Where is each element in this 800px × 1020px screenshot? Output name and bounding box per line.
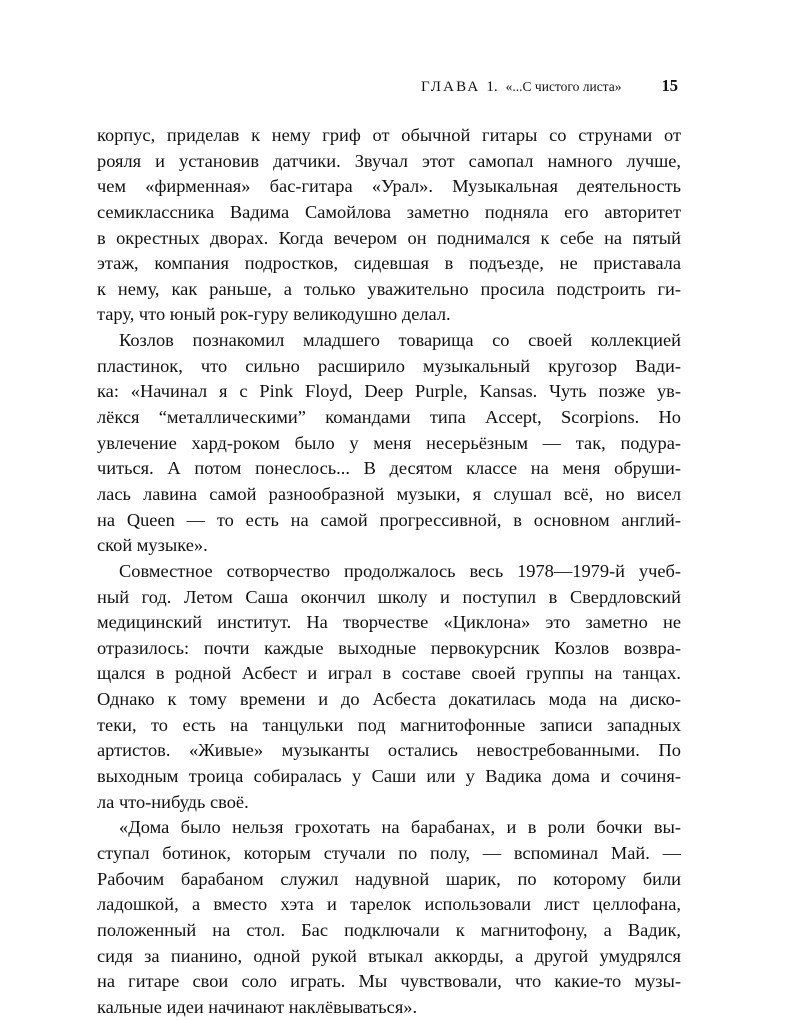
text-line: лась лавина самой разнообразной музыки, я слушал всё, но висел (97, 483, 681, 504)
text-line: Рабочим барабаном служил надувной шарик, по которому били (97, 868, 681, 889)
text-line: ла что-нибудь своё. (97, 791, 249, 812)
text-line: кальные идеи начинают наклёвываться». (97, 996, 418, 1017)
text-line: щался в родной Асбест и играл в составе своей группы на танцах. (97, 663, 681, 684)
paragraph-first-line: «Дома было нельзя грохотать на барабанах, и в роли бочки вы- (119, 817, 681, 838)
text-line: артистов. «Живые» музыканты остались невостребованными. По (97, 740, 681, 761)
text-line: увлечение хард-роком было у меня несерьёзным — так, подура- (97, 432, 681, 453)
text-line: медицинский институт. На творчестве «Циклона» это заметно не (97, 612, 681, 633)
text-line: чем «фирменная» бас-гитара «Урал». Музыкальная деятельность (97, 176, 681, 197)
text-line: положенный на стол. Бас подключали к магнитофону, а Вадик, (97, 919, 681, 940)
text-line: выходным троица собиралась у Саши или у Вадика дома и сочиня- (97, 766, 681, 787)
text-line: в окрестных дворах. Когда вечером он поднимался к себе на пятый (97, 227, 681, 248)
text-line: пластинок, что сильно расширило музыкальный кругозор Вади- (97, 355, 681, 376)
text-line: ный год. Летом Саша окончил школу и поступил в Свердловский (97, 586, 681, 607)
text-line: ступал ботинок, которым стучали по полу, — вспоминал Май. — (97, 842, 681, 863)
text-line: сидя за пианино, одной рукой втыкал аккорды, а другой умудрялся (97, 945, 681, 966)
running-header (421, 76, 678, 96)
text-line: к нему, как раньше, а только уважительно просила подстроить ги- (97, 278, 681, 299)
text-line: на Queen — то есть на самой прогрессивной, в основном англий- (97, 509, 681, 530)
paragraph-first-line: Совместное сотворчество продолжалось весь 1978—1979-й учеб- (119, 560, 681, 581)
text-line: теки, то есть на танцульки под магнитофонные записи западных (97, 714, 681, 735)
chapter-number: 1. (486, 79, 498, 95)
body-text (97, 123, 681, 1020)
text-line: этаж, компания подростков, сидевшая в подъезде, не приставала (97, 253, 681, 274)
text-line: ской музыке». (97, 535, 208, 556)
page-number: 15 (661, 76, 678, 95)
text-line: рояля и установив датчики. Звучал этот самопал намного лучше, (97, 150, 681, 171)
text-line: отразилось: почти каждые выходные первокурсник Козлов возвра- (97, 637, 681, 658)
text-line: корпус, приделав к нему гриф от обычной гитары со струнами от (97, 125, 681, 145)
chapter-title: «...С чистого листа» (505, 79, 622, 94)
text-line: читься. А потом понеслось... В десятом классе на меня обруши- (97, 458, 681, 479)
text-line: Однако к тому времени и до Асбеста докатилась мода на диско- (97, 689, 681, 710)
text-line: ладошкой, а вместо хэта и тарелок использовали лист целлофана, (97, 894, 681, 915)
text-line: ка: «Начинал я с Pink Floyd, Deep Purple, Kansas. Чуть позже ув- (97, 381, 681, 402)
text-line: лёкся “металлическими” командами типа Accept, Scorpions. Но (97, 407, 681, 428)
chapter-label: ГЛАВА (420, 79, 481, 95)
text-line: на гитаре свои соло играть. Мы чувствовали, что какие-то музы- (97, 971, 681, 992)
paragraph-first-line: Козлов познакомил младшего товарища со своей коллекцией (119, 330, 681, 351)
text-line: семиклассника Вадима Самойлова заметно подняла его авторитет (97, 201, 681, 222)
text-line: тару, что юный рок-гуру великодушно делал. (97, 304, 451, 325)
